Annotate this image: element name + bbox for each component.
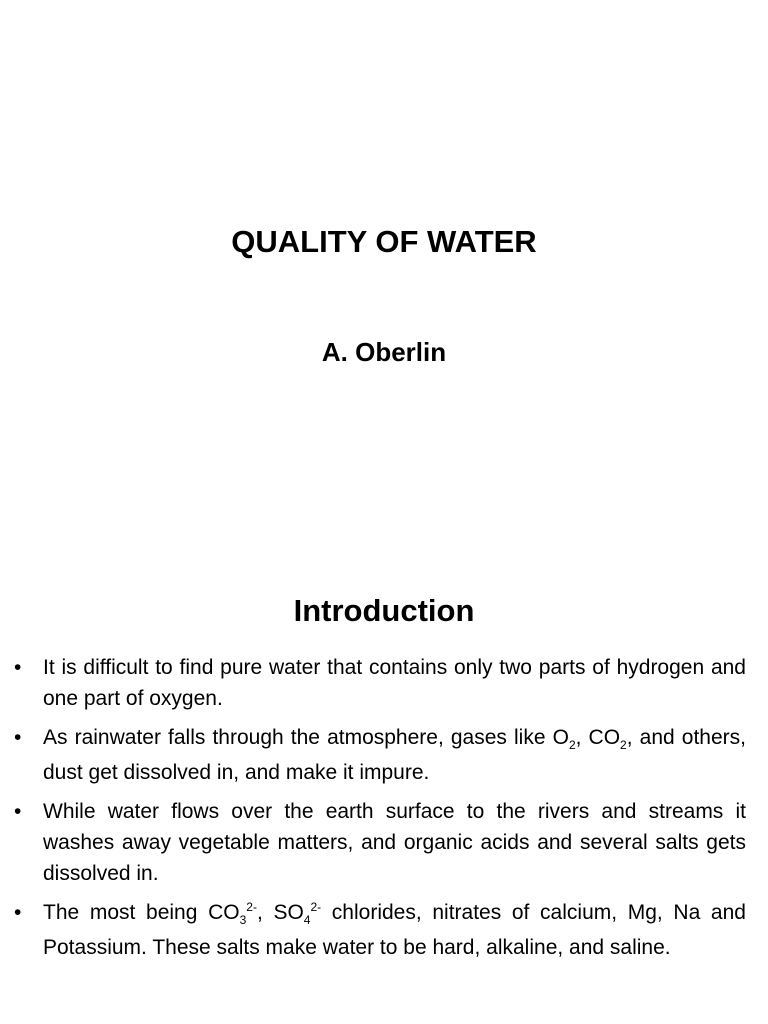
bullet-text: chlorides, nitrates of calcium, Mg, Na and Potassium. These salts make water to be hard, alkaline, and saline. xyxy=(43,901,746,959)
superscript: 2- xyxy=(310,900,322,914)
bullet-item-rainwater xyxy=(0,720,768,790)
bullet-text: , and others, dust get dissolved in, and make it impure. xyxy=(43,726,746,784)
bullet-item-surface-flow: • While water flows over the earth surface to the rivers and streams it washes away vegetable matters, and organic acids and several salts gets dissolved in. xyxy=(0,796,768,889)
bullet-item-salts xyxy=(0,895,768,965)
subscript: 2 xyxy=(568,738,576,753)
subscript: 3 xyxy=(239,913,247,928)
subscript: 2 xyxy=(620,738,627,753)
bullet-text: The most being CO xyxy=(43,901,240,924)
superscript: 2- xyxy=(246,900,257,914)
slide-title: QUALITY OF WATER xyxy=(231,224,537,259)
author-name: A. Oberlin xyxy=(321,337,447,367)
subscript: 4 xyxy=(303,913,311,928)
bullet-item-pure-water: • It is difficult to find pure water that contains only two parts of hydrogen and one part of oxygen. xyxy=(0,652,768,714)
bullet-text: , SO xyxy=(256,901,304,924)
section-heading: Introduction xyxy=(293,593,475,628)
bullet-text: As rainwater falls through the atmosphere, gases like O xyxy=(43,726,569,749)
bullet-list xyxy=(0,652,768,971)
bullet-text: , CO xyxy=(575,726,621,749)
